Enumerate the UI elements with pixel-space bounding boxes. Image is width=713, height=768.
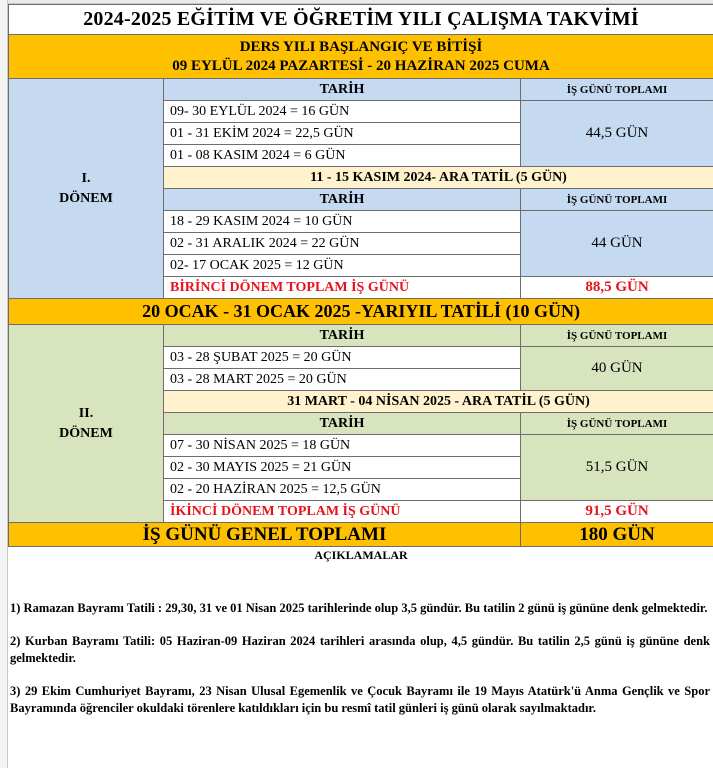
- year-band-line2: 09 EYLÜL 2024 PAZARTESİ - 20 HAZİRAN 2025 CUMA: [172, 57, 550, 74]
- title-row: [9, 5, 713, 35]
- notes-section: [10, 600, 710, 733]
- donem1-label-text: DÖNEM: [59, 190, 113, 206]
- date-range-item: 18 - 29 KASIM 2024 = 10 GÜN: [164, 211, 521, 233]
- donem2-header-row: [9, 325, 713, 347]
- is-gunu-header: İŞ GÜNÜ TOPLAMI: [521, 189, 713, 211]
- semester-break-row: [9, 299, 713, 325]
- donem1-label-roman: I.: [81, 170, 91, 186]
- tarih-header: TARİH: [164, 189, 521, 211]
- year-band: [9, 35, 713, 79]
- grand-total-label: İŞ GÜNÜ GENEL TOPLAMI: [9, 523, 521, 547]
- tarih-header: TARİH: [164, 79, 521, 101]
- note-item: 3) 29 Ekim Cumhuriyet Bayramı, 23 Nisan Ulusal Egemenlik ve Çocuk Bayramı ile 19 Mayıs Atatürk'ü Anma Gençlik ve Spor Bayramında öğrenciler okuldaki törenlere katıldıkları için bu resmî tatil günleri iş günü olarak sayılmaktadır.: [10, 684, 710, 715]
- tarih-header: TARİH: [164, 325, 521, 347]
- part-total: 51,5 GÜN: [521, 435, 713, 501]
- note-item: 2) Kurban Bayramı Tatili: 05 Haziran-09 Haziran 2024 tarihleri arasında olup, 4,5 gündür. Bu tatilin 2,5 günü iş gününe denk gelmektedir.: [10, 634, 710, 665]
- date-range-item: 07 - 30 NİSAN 2025 = 18 GÜN: [164, 435, 521, 457]
- is-gunu-header: İŞ GÜNÜ TOPLAMI: [521, 79, 713, 101]
- donem1-summary-label: BİRİNCİ DÖNEM TOPLAM İŞ GÜNÜ: [164, 277, 521, 299]
- donem2-label-text: DÖNEM: [59, 425, 113, 441]
- semester-break-band: 20 OCAK - 31 OCAK 2025 -YARIYIL TATİLİ (10 GÜN): [9, 299, 713, 325]
- tarih-header: TARİH: [164, 413, 521, 435]
- year-band-row: [9, 35, 713, 79]
- grand-total-row: [9, 523, 713, 547]
- donem2-label: [9, 325, 164, 523]
- donem2-summary-value: 91,5 GÜN: [521, 501, 713, 523]
- date-range-item: 03 - 28 ŞUBAT 2025 = 20 GÜN: [164, 347, 521, 369]
- aciklamalar-title: AÇIKLAMALAR: [9, 547, 713, 565]
- donem1-label: [9, 79, 164, 299]
- part-total: 44,5 GÜN: [521, 101, 713, 167]
- aciklamalar-row: [9, 547, 713, 565]
- page-title: 2024-2025 EĞİTİM VE ÖĞRETİM YILI ÇALIŞMA TAKVİMİ: [9, 5, 713, 35]
- spreadsheet-row-strip: [0, 0, 8, 768]
- date-range-item: 02 - 30 MAYIS 2025 = 21 GÜN: [164, 457, 521, 479]
- date-range-item: 01 - 31 EKİM 2024 = 22,5 GÜN: [164, 123, 521, 145]
- is-gunu-header: İŞ GÜNÜ TOPLAMI: [521, 325, 713, 347]
- ara-tatil-band: 31 MART - 04 NİSAN 2025 - ARA TATİL (5 GÜN): [164, 391, 713, 413]
- donem1-header-row: [9, 79, 713, 101]
- year-band-line1: DERS YILI BAŞLANGIÇ VE BİTİŞİ: [239, 38, 483, 55]
- date-range-item: 02- 17 OCAK 2025 = 12 GÜN: [164, 255, 521, 277]
- note-item: 1) Ramazan Bayramı Tatili : 29,30, 31 ve 01 Nisan 2025 tarihlerinde olup 3,5 gündür. Bu tatilin 2 günü iş gününe denk gelmektedir.: [10, 601, 708, 615]
- part-total: 44 GÜN: [521, 211, 713, 277]
- grand-total-value: 180 GÜN: [521, 523, 713, 547]
- ara-tatil-band: 11 - 15 KASIM 2024- ARA TATİL (5 GÜN): [164, 167, 713, 189]
- is-gunu-header: İŞ GÜNÜ TOPLAMI: [521, 413, 713, 435]
- date-range-item: 09- 30 EYLÜL 2024 = 16 GÜN: [164, 101, 521, 123]
- date-range-item: 02 - 20 HAZİRAN 2025 = 12,5 GÜN: [164, 479, 521, 501]
- date-range-item: 01 - 08 KASIM 2024 = 6 GÜN: [164, 145, 521, 167]
- date-range-item: 03 - 28 MART 2025 = 20 GÜN: [164, 369, 521, 391]
- donem2-summary-label: İKİNCİ DÖNEM TOPLAM İŞ GÜNÜ: [164, 501, 521, 523]
- part-total: 40 GÜN: [521, 347, 713, 391]
- date-range-item: 02 - 31 ARALIK 2024 = 22 GÜN: [164, 233, 521, 255]
- donem2-label-roman: II.: [78, 405, 94, 421]
- calendar-table: [8, 4, 713, 565]
- donem1-summary-value: 88,5 GÜN: [521, 277, 713, 299]
